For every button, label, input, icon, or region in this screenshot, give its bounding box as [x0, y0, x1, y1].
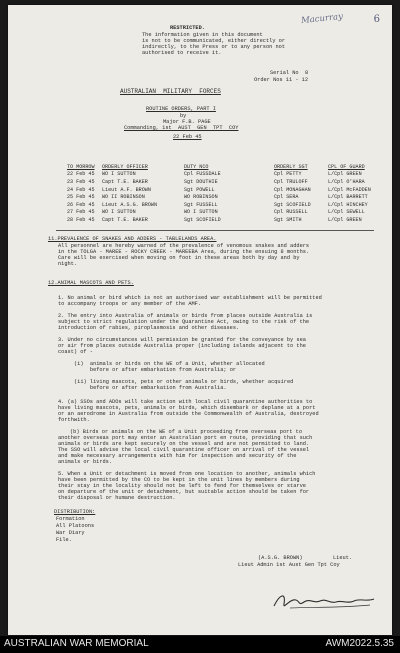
document-page	[8, 5, 392, 635]
order-numbers: Order Nos 11 - 12	[254, 77, 309, 83]
table-row	[65, 171, 378, 179]
restriction-line-3: indirectly, to the Press or to any person not	[142, 44, 286, 50]
table-cell: L/Cpl SEWELL	[328, 209, 365, 216]
table-cell: WO ROBINSON	[184, 194, 218, 201]
para-line: coast) of -	[58, 349, 93, 355]
table-row	[65, 201, 378, 209]
para-line: animals or birds are kept securely on the vessel and are not permitted to land.	[58, 441, 310, 447]
table-cell: Cpl RUSSELL	[274, 209, 308, 216]
para-line: their disposal or humane destruction.	[58, 495, 176, 501]
para-line: another overseas port may enter an Australian port en route, providing that such	[58, 435, 313, 441]
para-line: 1. No animal or bird which is not an authorised war establishment will be permitted	[58, 295, 322, 301]
column-header: TO MORROW	[67, 163, 95, 170]
distribution-item: Formation	[56, 516, 85, 522]
table-cell: WO I SUTTON	[102, 171, 136, 178]
distribution-item: All Platoons	[56, 523, 95, 529]
para-line: (b) Birds or animals on the WE of a Unit proceeding from overseas port to	[70, 429, 303, 435]
para-line: and make necessary arrangements with him for inspection and security of the	[58, 453, 297, 459]
table-cell: 24 Feb 45	[67, 186, 95, 193]
table-cell: 28 Feb 45	[67, 216, 95, 223]
para-line: or air from places outside Australia proper (including islands adjacent to the	[58, 343, 306, 349]
table-cell: 23 Feb 45	[67, 178, 95, 185]
commanding-line: Commanding, 1st AUST GEN TPT COY	[124, 125, 239, 131]
table-cell: Sgt FUSSELL	[184, 201, 218, 208]
table-cell: L/Cpl HINCHEY	[328, 201, 368, 208]
table-cell: 22 Feb 45	[67, 171, 95, 178]
signatory-rank: Lieut.	[333, 555, 353, 561]
section-11-line: Care will be exercised when moving on foot in these areas both by day and by	[58, 255, 300, 261]
footer-accession-number: AWM2022.5.35	[325, 638, 394, 649]
section-11-line: night.	[58, 261, 78, 267]
force-heading: AUSTRALIAN MILITARY FORCES	[120, 88, 221, 95]
section-11-line: in the TOLGA - MAREE - ROCKY CREEK - MAREEBA Area, during the ensuing 8 months.	[58, 249, 310, 255]
para-line: introduction of rabies, piroplasmosis and other diseases.	[58, 325, 240, 331]
table-cell: L/Cpl GREEN	[328, 171, 362, 178]
para-line: 5. When a Unit or detachment is moved from one location to another, animals which	[58, 471, 316, 477]
signatory-name: (A.S.G. BROWN)	[258, 555, 303, 561]
restriction-title: RESTRICTED.	[170, 25, 205, 31]
distribution-item: War Diary	[56, 530, 85, 536]
column-header: CPL OF GUARD	[328, 163, 365, 170]
para-line: 4. (a) SSOs and ADOs will take action with local civil quarantine authorities to	[58, 399, 313, 405]
table-cell: WO I SUTTON	[102, 209, 136, 216]
table-cell: WO II ROBINSON	[102, 194, 145, 201]
table-cell: L/Cpl BARRETT	[328, 194, 368, 201]
para-line: before or after embarkation from Australia.	[74, 385, 227, 391]
handwritten-signature	[270, 590, 380, 612]
handwritten-page-number: 6	[373, 14, 380, 25]
table-cell: Cpl SERA	[274, 194, 299, 201]
para-line: (i) animals or birds on the WE of a Unit, whether allocated	[74, 361, 265, 367]
para-line: (ii) living mascots, pets or other animals or birds, whether acquired	[74, 379, 294, 385]
para-line: have been permitted by the CO to be kept in the unit lines by members during	[58, 477, 300, 483]
table-cell: L/Cpl GREEN	[328, 216, 362, 223]
table-row	[65, 193, 378, 201]
table-cell: Cpl TRULOFF	[274, 178, 308, 185]
order-date: 22 Feb 45	[173, 134, 202, 140]
table-cell: 26 Feb 45	[67, 201, 95, 208]
table-cell: Lieut A.F. BROWN	[102, 186, 151, 193]
section-divider	[56, 230, 374, 231]
table-row	[65, 209, 378, 217]
restriction-line-2: is not to be communicated, either directly or	[142, 38, 286, 44]
para-line: 2. The entry into Australia of animals or birds from places outside Australia is	[58, 313, 313, 319]
archive-footer	[0, 636, 400, 653]
table-cell: Cpl FUSSDALE	[184, 171, 221, 178]
table-cell: Sgt SCOFIELD	[184, 216, 221, 223]
by-line: by	[180, 113, 187, 119]
table-cell: 27 Feb 45	[67, 209, 95, 216]
restriction-line-1: The information given in this document	[142, 32, 263, 38]
duty-roster-table	[65, 163, 378, 224]
table-cell: Cpl MONAGHAN	[274, 186, 311, 193]
signatory-role: Lieut Admin 1st Aust Gen Tpt Coy	[238, 562, 340, 568]
distribution-item: File.	[56, 537, 72, 543]
para-line: on departure of the unit or detachment, but suitable action should be taken for	[58, 489, 310, 495]
para-line: to accompany troops or any member of the AMF.	[58, 301, 202, 307]
table-cell: Cpl PETTY	[274, 171, 302, 178]
para-line: subject to strict regulation under the Quarantine Act, owing to the risk of the	[58, 319, 310, 325]
table-cell: Lieut A.S.G. BROWN	[102, 201, 158, 208]
para-line: or an aerodrome in Australia from outside the Commonwealth of Australia, destroyed	[58, 411, 319, 417]
major-line: Major F.B. PAGE	[163, 119, 211, 125]
table-row	[65, 186, 378, 194]
table-cell: Capt T.E. BAKER	[102, 216, 148, 223]
table-cell: 25 Feb 45	[67, 194, 95, 201]
table-cell: Sgt DOUTHIE	[184, 178, 218, 185]
routine-heading: ROUTINE ORDERS, PART I	[146, 106, 216, 112]
column-header: ORDERLY SGT	[274, 163, 308, 170]
table-cell: Capt T.E. BAKER	[102, 178, 148, 185]
distribution-title: DISTRIBUTION:	[54, 509, 96, 515]
para-line: their stay in the locality should not be left to fend for themselves or starve	[58, 483, 306, 489]
table-header-row	[65, 163, 378, 171]
para-line: The SSO will advise the local civil quarantine officer on arrival of the vessel	[58, 447, 310, 453]
table-cell: Sgt SMITH	[274, 216, 302, 223]
table-cell: L/Cpl O'HARA	[328, 178, 365, 185]
para-line: animals or birds.	[58, 459, 113, 465]
archive-stamp: Macurray	[300, 11, 344, 27]
section-11-line: All personnel are hereby warned of the prevalence of venomous snakes and adders	[58, 243, 310, 249]
table-cell: L/Cpl McFADDEN	[328, 186, 371, 193]
table-cell: Sgt POWELL	[184, 186, 215, 193]
para-line: forthwith.	[58, 417, 90, 423]
serial-number: Serial No 8	[270, 70, 309, 76]
para-line: 3. Under no circumstances will permission be granted for the conveyance by sea	[58, 337, 306, 343]
table-cell: Sgt SCOFIELD	[274, 201, 311, 208]
para-line: before or after embarkation from Australia; or	[74, 367, 237, 373]
column-header: DUTY NCO	[184, 163, 209, 170]
section-11-heading: 11.PREVALENCE OF SNAKES AND ADDERS - TABLELANDS AREA.	[48, 236, 217, 242]
table-cell: WO I SUTTON	[184, 209, 218, 216]
table-row	[65, 216, 378, 224]
column-header: ORDERLY OFFICER	[102, 163, 148, 170]
restriction-line-4: authorised to receive it.	[142, 50, 222, 56]
footer-institution: AUSTRALIAN WAR MEMORIAL	[4, 638, 149, 649]
para-line: have living mascots, pets, animals or birds, which disembark or deplane at a port	[58, 405, 316, 411]
table-row	[65, 178, 378, 186]
section-12-heading: 12.ANIMAL MASCOTS AND PETS.	[48, 280, 134, 286]
